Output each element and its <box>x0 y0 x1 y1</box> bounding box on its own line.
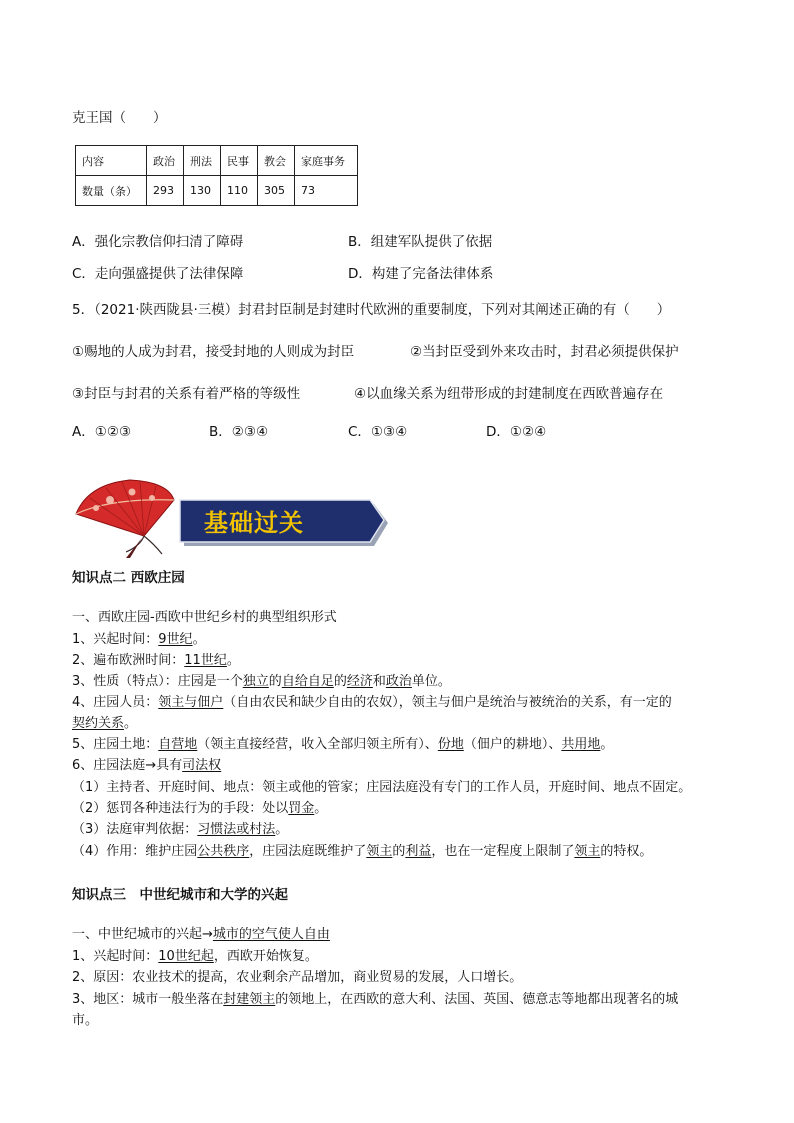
kp2-line-3 <box>72 670 451 689</box>
key-term: 10世纪起 <box>158 949 214 964</box>
key-term: 11世纪 <box>184 653 227 668</box>
key-term: 封建领主 <box>223 992 276 1007</box>
key-term: 份地 <box>437 737 464 752</box>
key-term: 自营地 <box>158 737 198 752</box>
text: 单位。 <box>411 674 451 689</box>
text: 4、庄园人员： <box>72 695 159 710</box>
kp2-line-4-cont <box>72 712 137 731</box>
kp3-section-1 <box>72 923 330 942</box>
text: （领主直接经营，收入全部归领主所有）、 <box>197 737 438 752</box>
table-row <box>76 176 358 206</box>
text: ，也在一定程度上限制了 <box>431 844 575 859</box>
key-term: 公共秩序 <box>197 844 250 859</box>
kp2-point-3 <box>72 818 288 837</box>
kp2-section-1: 一、西欧庄园-西欧中世纪乡村的典型组织形式 <box>72 610 337 625</box>
text: ，庄园法庭既维护了 <box>249 844 367 859</box>
key-term: 自给自足 <box>281 674 334 689</box>
q5-item-2: ②当封臣受到外来攻击时，封君必须提供保护 <box>410 344 679 360</box>
table-header-row <box>76 146 358 176</box>
text: 3、地区：城市一般坐落在 <box>72 992 224 1007</box>
text: 。 <box>314 801 328 816</box>
banner-title: 基础过关 <box>204 508 304 537</box>
q4-option-a: A．强化宗教信仰扫清了障碍 <box>72 234 244 250</box>
text: （2）惩罚各种违法行为的手段：处以 <box>72 801 289 816</box>
text: （4）作用：维护庄园 <box>72 844 198 859</box>
key-term: 政治 <box>385 674 412 689</box>
kp2-point-4 <box>72 840 652 859</box>
key-term: 城市的空气使人自由 <box>212 927 330 942</box>
key-term: 罚金 <box>288 801 315 816</box>
kp3-line-3 <box>72 988 678 1007</box>
text: 3、性质（特点）：庄园是一个 <box>72 674 243 689</box>
table-cell: 293 <box>147 176 184 206</box>
kp3-line-3-cont: 市。 <box>72 1013 99 1028</box>
table-cell: 73 <box>295 176 358 206</box>
key-term: 司法权 <box>182 758 222 773</box>
table-cell: 110 <box>221 176 258 206</box>
key-term: 共用地 <box>561 737 601 752</box>
key-term: 经济 <box>346 674 373 689</box>
text: 6、庄园法庭→具有 <box>72 758 183 773</box>
table-cell: 刑法 <box>184 146 221 176</box>
kp2-point-2 <box>72 797 327 816</box>
fan-icon <box>70 478 178 560</box>
text: 。 <box>275 822 289 837</box>
key-term: 领主与佃户 <box>158 695 224 710</box>
table-cell: 教会 <box>258 146 295 176</box>
law-count-table <box>75 145 358 206</box>
q4-option-d: D．构建了完备法律体系 <box>348 266 494 282</box>
table-cell: 政治 <box>147 146 184 176</box>
table-cell: 民事 <box>221 146 258 176</box>
q5-item-3: ③封臣与封君的关系有着严格的等级性 <box>72 386 301 402</box>
q4-option-c: C．走向强盛提供了法律保障 <box>72 266 244 282</box>
text: （自由农民和缺少自由的农奴），领主与佃户是统治与被统治的关系，有一定的 <box>223 695 672 710</box>
kp2-title: 知识点二 西欧庄园 <box>72 570 185 586</box>
kp2-line-2 <box>72 649 240 668</box>
q5-option-b: B．②③④ <box>209 424 269 440</box>
text: 1、兴起时间： <box>72 632 159 647</box>
table-cell: 305 <box>258 176 295 206</box>
kp2-point-1: （1）主持者、开庭时间、地点：领主或他的管家；庄园法庭没有专门的工作人员，开庭时间、地点不固定。 <box>72 780 692 795</box>
text: 的 <box>392 844 406 859</box>
kp2-line-1 <box>72 628 206 647</box>
q5-item-4: ④以血缘关系为纽带形成的封建制度在西欧普遍存在 <box>354 386 664 402</box>
kp3-title: 知识点三 中世纪城市和大学的兴起 <box>72 887 288 903</box>
text: （3）法庭审判依据： <box>72 822 198 837</box>
key-term: 利益 <box>405 844 432 859</box>
q5-stem: 5．（2021·陕西陇县·三模）封君封臣制是封建时代欧洲的重要制度，下列对其阐述正确的有（ ） <box>72 302 671 318</box>
text: （佃户的耕地）、 <box>463 737 562 752</box>
text: 5、庄园土地： <box>72 737 159 752</box>
key-term: 契约关系 <box>72 716 125 731</box>
text: 1、兴起时间： <box>72 949 159 964</box>
table-cell: 家庭事务 <box>295 146 358 176</box>
text: 的 <box>333 674 347 689</box>
text: 的 <box>268 674 282 689</box>
text: 2、遍布欧洲时间： <box>72 653 185 668</box>
key-term: 领主 <box>366 844 393 859</box>
key-term: 领主 <box>574 844 601 859</box>
table-cell: 内容 <box>76 146 147 176</box>
key-term: 习惯法或村法 <box>197 822 276 837</box>
q5-item-1: ①赐地的人成为封君，接受封地的人则成为封臣 <box>72 344 355 360</box>
q5-option-d: D．①②④ <box>486 424 547 440</box>
kp2-line-6 <box>72 754 221 773</box>
kp3-line-2: 2、原因：农业技术的提高，农业剩余产品增加，商业贸易的发展，人口增长。 <box>72 970 523 985</box>
text: 和 <box>372 674 386 689</box>
text: 。 <box>226 653 240 668</box>
text: 一、中世纪城市的兴起→ <box>72 927 213 942</box>
kp2-line-4 <box>72 691 672 710</box>
kp2-line-5 <box>72 733 613 752</box>
text: 的领地上，在西欧的意大利、法国、英国、德意志等地都出现著名的城 <box>275 992 679 1007</box>
q4-option-b: B．组建军队提供了依据 <box>348 234 493 250</box>
text: 。 <box>124 716 138 731</box>
table-cell: 数量（条） <box>76 176 147 206</box>
text: 。 <box>600 737 614 752</box>
kp3-line-1 <box>72 945 318 964</box>
table-cell: 130 <box>184 176 221 206</box>
text: ，西欧开始恢复。 <box>213 949 318 964</box>
key-term: 独立 <box>242 674 269 689</box>
q4-stem-tail: 克王国（ ） <box>72 110 167 126</box>
key-term: 9世纪 <box>158 632 193 647</box>
text: 的特权。 <box>600 844 653 859</box>
text: 。 <box>192 632 206 647</box>
q5-option-a: A．①②③ <box>72 424 132 440</box>
q5-option-c: C．①③④ <box>348 424 408 440</box>
